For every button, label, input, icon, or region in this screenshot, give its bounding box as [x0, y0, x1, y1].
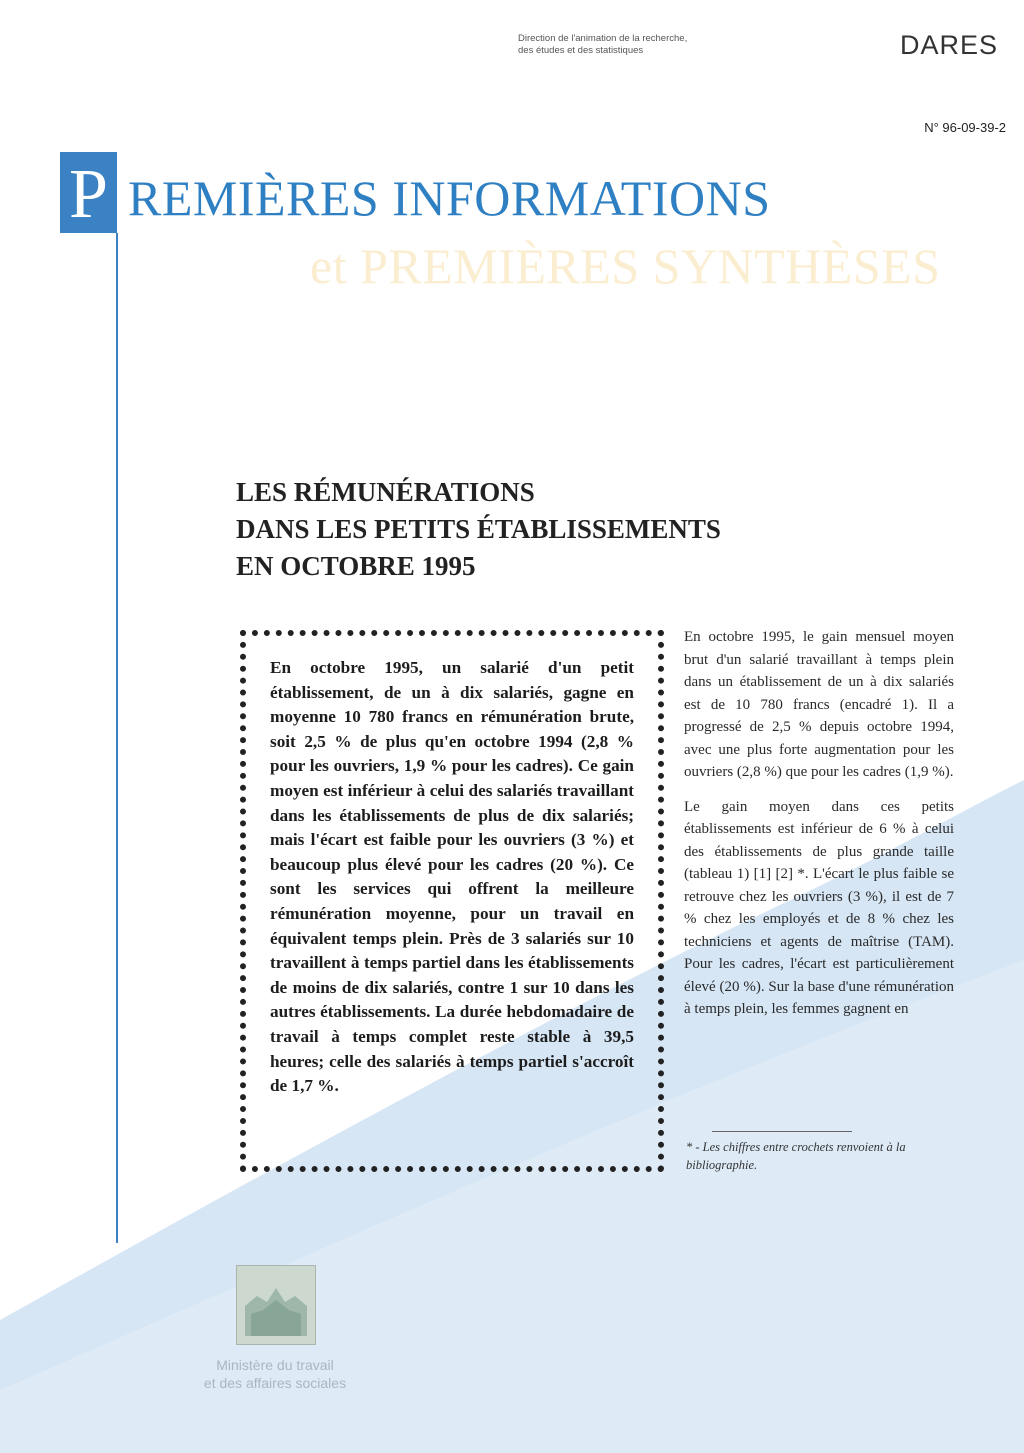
- ministry-line-1: Ministère du travail: [216, 1357, 334, 1373]
- masthead-initial: P: [69, 155, 108, 233]
- body-column: [684, 626, 954, 1033]
- body-paragraph-2: Le gain moyen dans ces petits établissements est inférieur de 6 % à celui des établissements de plus grande taille (tableau 1) [1] [2] *. L'écart le plus faible se retrouve chez les ouvriers (3 %), il est de 7 % chez les employés et de 8 % chez les techniciens et agents de maîtrise (TAM). Pour les cadres, l'écart est particulièrement élevé (20 %). Sur la base d'une rémunération à temps plein, les femmes gagnent en: [684, 798, 954, 1017]
- ministry-name: [170, 1356, 380, 1392]
- summary-text: En octobre 1995, un salarié d'un petit établissement, de un à dix salariés, gagne en moyenne 10 780 francs en rémunération brute, soit 2,5 % de plus qu'en octobre 1994 (2,8 % pour les ouvriers, 1,9 % pour les cadres). Ce gain moyen est inférieur à celui des salariés travaillant dans les établissements de plus de dix salariés; mais l'écart est faible pour les ouvriers (3 %) et beaucoup plus élevé pour les cadres (20 %). Ce sont les services qui offrent la meilleure rémunération moyenne, pour un travail en équivalent temps plein. Près de 3 salariés sur 10 travaillent à temps partiel dans les établissements de moins de dix salariés, contre 1 sur 10 dans les autres établissements. La durée hebdomadaire de travail à temps complet reste stable à 39,5 heures; celle des salariés à temps partiel s'accroît de 1,7 %.: [270, 658, 634, 1096]
- footnote: * - Les chiffres entre crochets renvoient à la bibliographie.: [686, 1140, 906, 1172]
- masthead-subtitle: et PREMIÈRES SYNTHÈSES: [310, 238, 941, 294]
- footnote-rule: [712, 1131, 852, 1132]
- department-name: [518, 33, 788, 57]
- department-line-1: Direction de l'animation de la recherche,: [518, 33, 688, 44]
- headline-line: EN OCTOBRE 1995: [236, 551, 476, 581]
- masthead-title: REMIÈRES INFORMATIONS: [128, 170, 771, 226]
- ministry-logo: [236, 1265, 316, 1345]
- issue-number: N° 96-09-39-2: [924, 120, 1006, 135]
- article-headline: [236, 474, 836, 585]
- logo-icon: [237, 1266, 315, 1344]
- masthead-vertical-rule: [116, 233, 118, 1243]
- brand-dares: DARES: [899, 30, 998, 60]
- body-paragraph-1: En octobre 1995, le gain mensuel moyen brut d'un salarié travaillant à temps plein dans un établissement de un à dix salariés est de 10 780 francs (encadré 1). Il a progressé de 2,5 % depuis octobre 1994, avec une plus forte augmentation pour les ouvriers (2,8 %) que pour les cadres (1,9 %).: [684, 629, 954, 780]
- headline-line: LES RÉMUNÉRATIONS: [236, 477, 535, 507]
- summary-box: [240, 630, 664, 1172]
- department-line-2: des études et des statistiques: [518, 45, 644, 56]
- ministry-line-2: et des affaires sociales: [203, 1375, 347, 1391]
- headline-line: DANS LES PETITS ÉTABLISSEMENTS: [236, 514, 721, 544]
- masthead-initial-box: [60, 152, 117, 233]
